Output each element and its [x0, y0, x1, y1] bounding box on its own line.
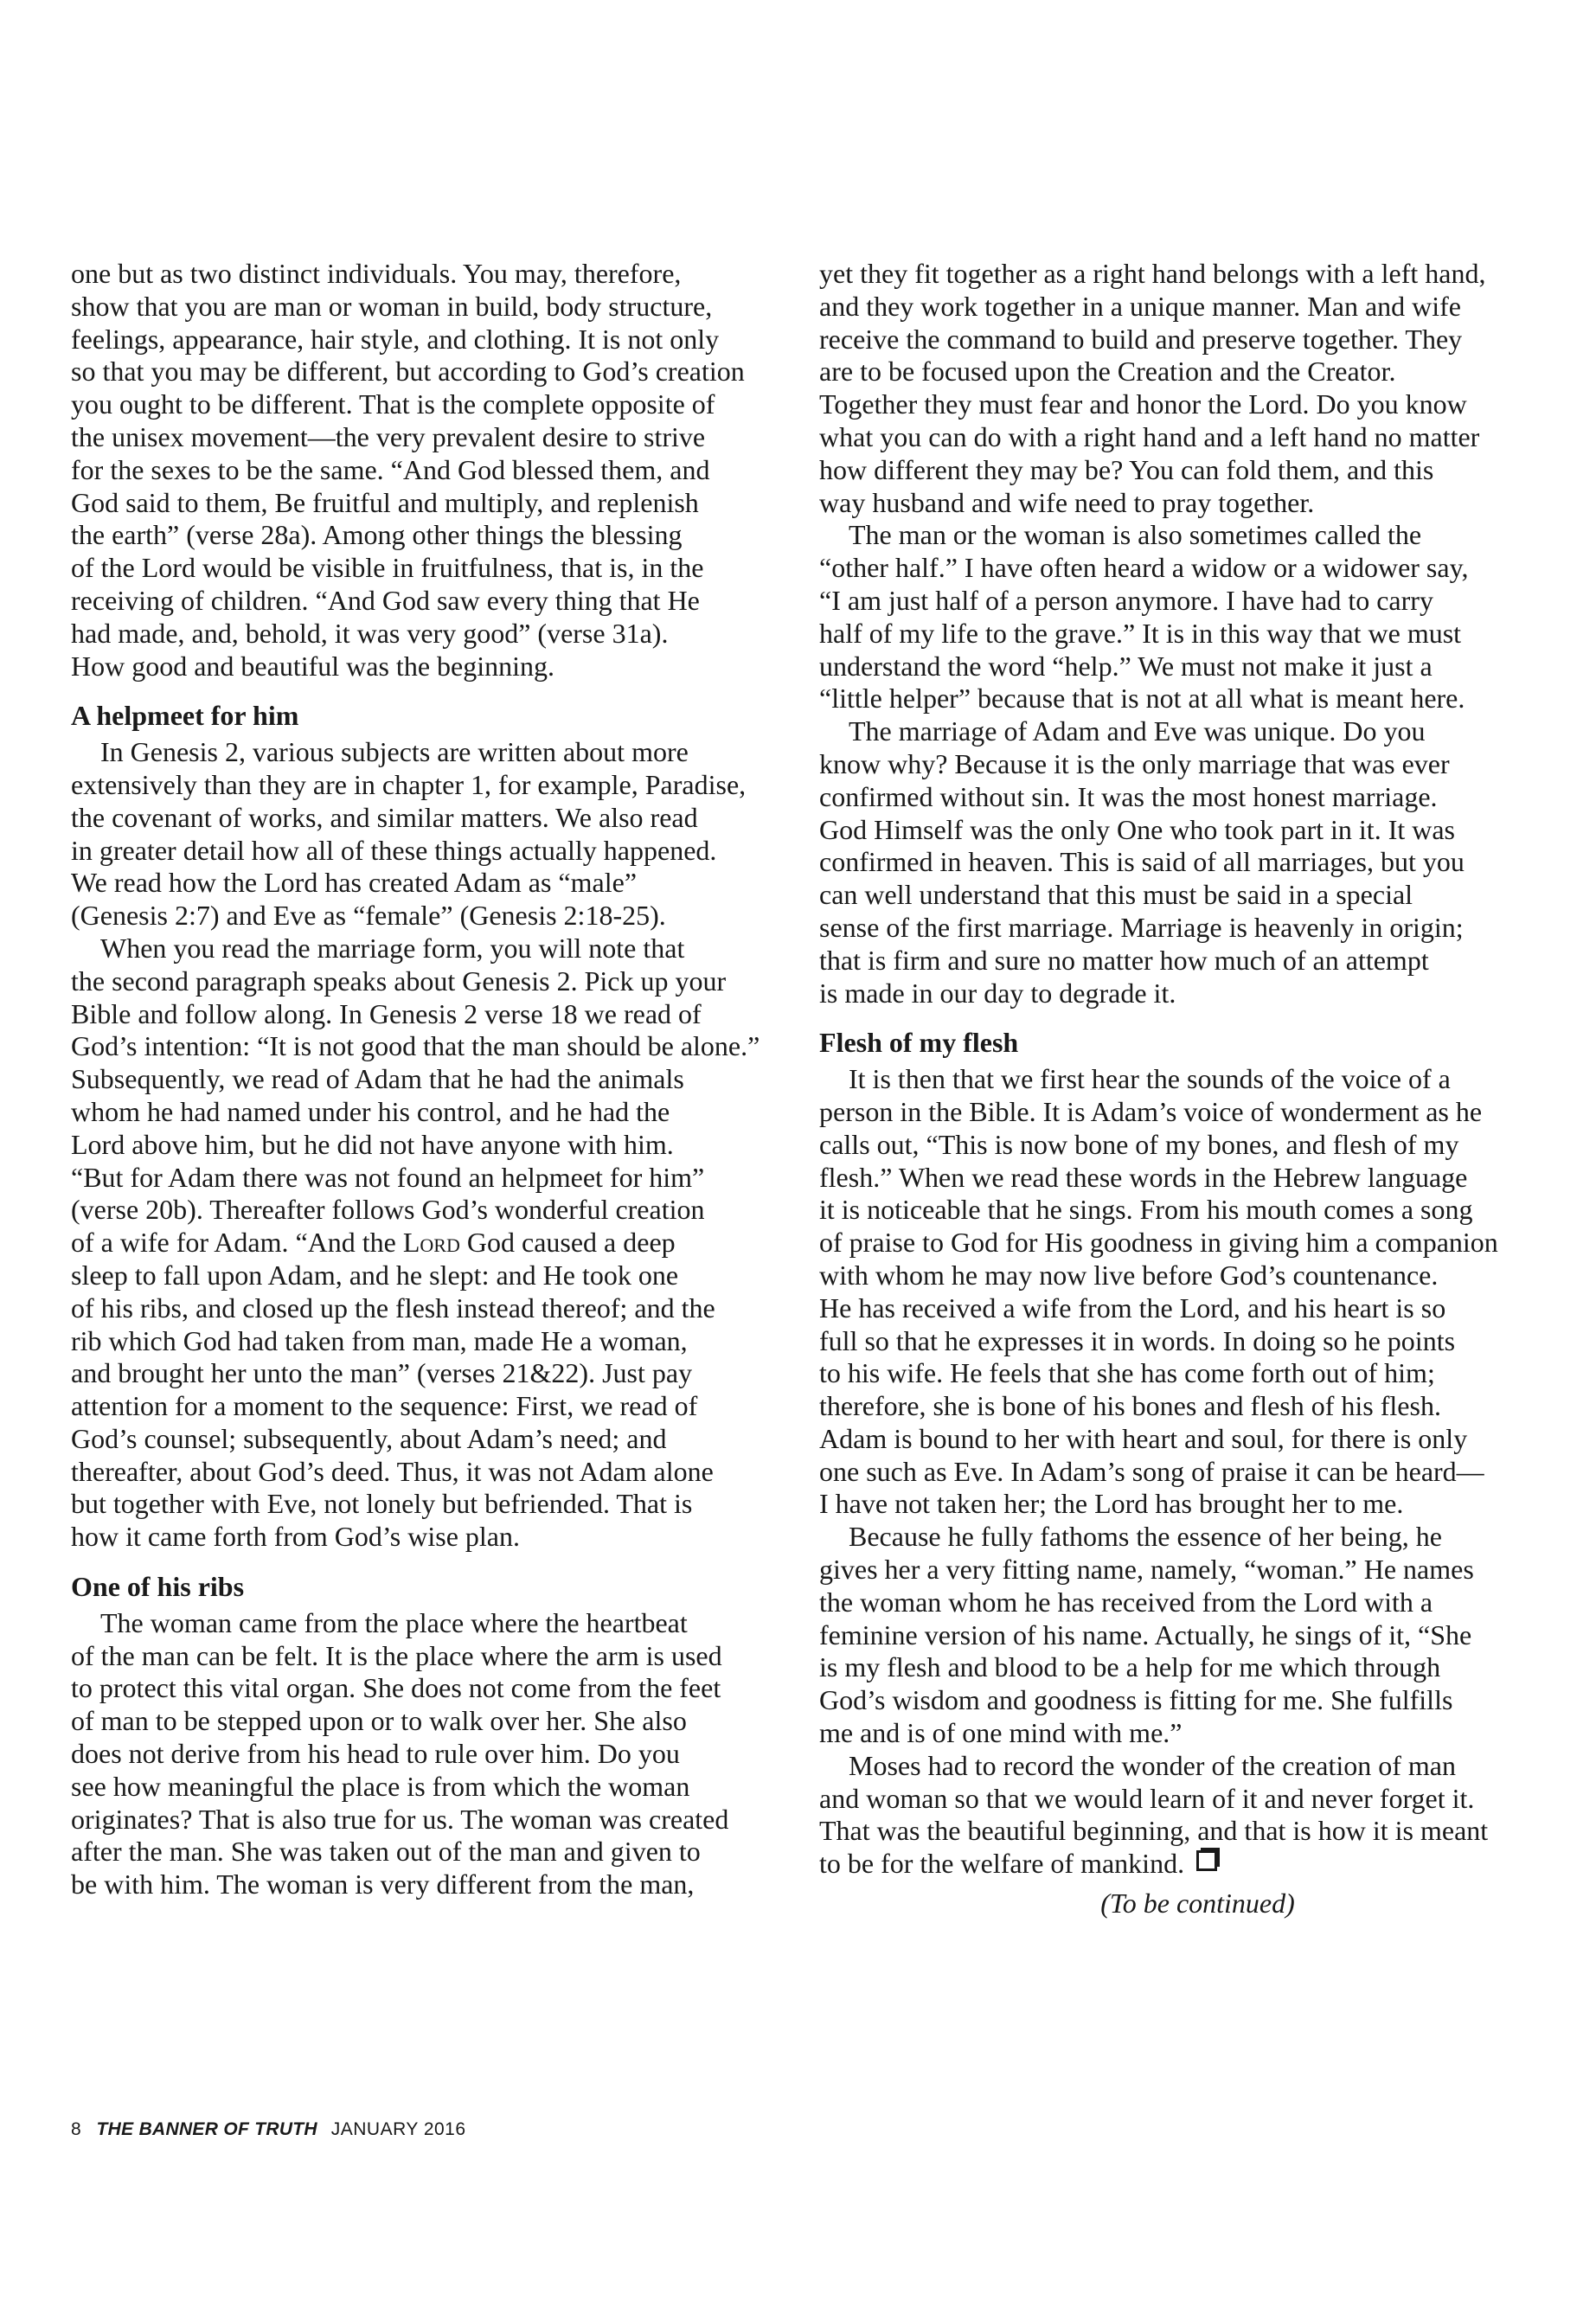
text-line: God’s counsel; subsequently, about Adam’s need; and — [71, 1422, 667, 1454]
text-line: originates? That is also true for us. The woman was created — [71, 1803, 729, 1835]
text-line: understand the word “help.” We must not make it just a — [819, 650, 1433, 682]
text-line: the earth” (verse 28a). Among other things the blessing — [71, 519, 683, 551]
text-line: are to be focused upon the Creation and the Creator. — [819, 356, 1396, 388]
text-line: (verse 20b). Thereafter follows God’s wonderful creation — [71, 1194, 705, 1226]
section-heading-flesh: Flesh of my flesh — [819, 1027, 1019, 1059]
text-line: It is then that we first hear the sounds of the voice of a — [849, 1063, 1451, 1095]
text-line: of praise to God for His goodness in giving him a companion — [819, 1227, 1498, 1259]
text-line: can well understand that this must be said in a special — [819, 879, 1413, 911]
text-line: to protect this vital organ. She does not come from the feet — [71, 1672, 721, 1704]
text-line: way husband and wife need to pray together. — [819, 486, 1315, 518]
text-line: whom he had named under his control, and he had the — [71, 1095, 670, 1127]
right-column — [819, 258, 1542, 1920]
text-line: Lord above him, but he did not have anyone with him. — [71, 1128, 674, 1160]
text-line: one but as two distinct individuals. You may, therefore, — [71, 258, 682, 289]
text-line: full so that he expresses it in words. In doing so he points — [819, 1324, 1456, 1356]
text-line: The marriage of Adam and Eve was unique. Do you — [849, 715, 1426, 747]
text-line: I have not taken her; the Lord has brought her to me. — [819, 1488, 1404, 1520]
text-line: God’s intention: “It is not good that the man should be alone.” — [71, 1030, 760, 1062]
text-line: Bible and follow along. In Genesis 2 verse 18 we read of — [71, 997, 702, 1029]
text-line: rib which God had taken from man, made He a woman, — [71, 1324, 688, 1356]
text-line: calls out, “This is now bone of my bones, and flesh of my — [819, 1128, 1459, 1160]
paragraph — [819, 1750, 1542, 1881]
text-line: Because he fully fathoms the essence of her being, he — [849, 1521, 1442, 1553]
text-line: but together with Eve, not lonely but befriended. That is — [71, 1488, 693, 1520]
text-line: the second paragraph speaks about Genesis 2. Pick up your — [71, 965, 727, 997]
text-line: confirmed without sin. It was the most honest marriage. — [819, 780, 1438, 812]
text-line: attention for a moment to the sequence: First, we read of — [71, 1390, 698, 1422]
paragraph — [819, 715, 1542, 1009]
text-line: feminine version of his name. Actually, he sings of it, “She — [819, 1618, 1472, 1650]
paragraph — [71, 736, 802, 933]
text-line: Subsequently, we read of Adam that he had the animals — [71, 1063, 684, 1095]
text-line: (Genesis 2:7) and Eve as “female” (Genesis 2:18-25). — [71, 900, 666, 932]
text-line: God Himself was the only One who took part in it. It was — [819, 813, 1455, 845]
text-line: and woman so that we would learn of it and never forget it. — [819, 1782, 1475, 1814]
text-line: with whom he may now live before God’s countenance. — [819, 1259, 1439, 1291]
magazine-title: THE BANNER OF TRUTH — [96, 2119, 317, 2139]
text-line: of the man can be felt. It is the place where the arm is used — [71, 1639, 722, 1671]
text-line: know why? Because it is the only marriage that was ever — [819, 747, 1450, 779]
text-line: how different they may be? You can fold them, and this — [819, 453, 1434, 485]
text-line: the woman whom he has received from the Lord with a — [819, 1586, 1433, 1618]
text-line: it is noticeable that he sings. From his mouth comes a song — [819, 1194, 1473, 1226]
text-line: flesh.” When we read these words in the Hebrew language — [819, 1161, 1468, 1193]
text-line: Together they must fear and honor the Lord. Do you know — [819, 388, 1467, 420]
text-line: one such as Eve. In Adam’s song of praise it can be heard— — [819, 1455, 1484, 1487]
text-line: for the sexes to be the same. “And God blessed them, and — [71, 453, 710, 485]
text-line: half of my life to the grave.” It is in this way that we must — [819, 617, 1462, 649]
text-line: feelings, appearance, hair style, and clothing. It is not only — [71, 323, 720, 355]
text-line: “little helper” because that is not at all what is meant here. — [819, 683, 1465, 715]
text-line: The man or the woman is also sometimes called the — [849, 519, 1422, 551]
text-line: what you can do with a right hand and a left hand no matter — [819, 420, 1480, 452]
left-column — [71, 258, 802, 1901]
text-line: sleep to fall upon Adam, and he slept: and He took one — [71, 1259, 679, 1291]
issue-date: JANUARY 2016 — [330, 2119, 466, 2139]
text-line: extensively than they are in chapter 1, for example, Paradise, — [71, 768, 747, 800]
text-line: be with him. The woman is very different from the man, — [71, 1868, 695, 1900]
text-line: “I am just half of a person anymore. I have had to carry — [819, 584, 1433, 616]
text-line: had made, and, behold, it was very good” (verse 31a). — [71, 617, 669, 649]
text-line: Moses had to record the wonder of the creation of man — [849, 1749, 1456, 1781]
text-line: show that you are man or woman in build, body structure, — [71, 290, 713, 322]
text-line: sense of the first marriage. Marriage is heavenly in origin; — [819, 911, 1464, 943]
text-line: The woman came from the place where the heartbeat — [100, 1606, 688, 1638]
text-line: the unisex movement—the very prevalent desire to strive — [71, 420, 706, 452]
text-line: of man to be stepped upon or to walk over her. She also — [71, 1705, 687, 1737]
text-line: therefore, she is bone of his bones and flesh of his flesh. — [819, 1390, 1441, 1422]
text-line: of his ribs, and closed up the flesh instead thereof; and the — [71, 1292, 715, 1324]
small-caps-lord: Lord — [402, 1227, 460, 1259]
text-line: God’s wisdom and goodness is fitting for me. She fulfills — [819, 1684, 1453, 1716]
text-line: does not derive from his head to rule over him. Do you — [71, 1738, 680, 1770]
text-line: In Genesis 2, various subjects are written about more — [100, 736, 689, 768]
text-line: receiving of children. “And God saw every thing that He — [71, 584, 700, 616]
text-line: person in the Bible. It is Adam’s voice of wonderment as he — [819, 1095, 1483, 1127]
text-line: to his wife. He feels that she has come forth out of him; — [819, 1357, 1435, 1389]
paragraph — [819, 519, 1542, 715]
page-footer — [71, 2119, 466, 2140]
page-number: 8 — [71, 2119, 81, 2139]
text-line: yet they fit together as a right hand belongs with a left hand, — [819, 258, 1486, 289]
end-of-article-box-icon — [1196, 1850, 1217, 1871]
text-line: “But for Adam there was not found an helpmeet for him” — [71, 1161, 705, 1193]
text-line: me and is of one mind with me.” — [819, 1717, 1183, 1749]
text-line: is made in our day to degrade it. — [819, 977, 1176, 1009]
text-line: When you read the marriage form, you will note that — [100, 932, 685, 964]
text-line: and brought her unto the man” (verses 21&22). Just pay — [71, 1357, 693, 1389]
text-line: in greater detail how all of these things actually happened. — [71, 834, 717, 866]
text-line: the covenant of works, and similar matters. We also read — [71, 801, 698, 833]
text-line: He has received a wife from the Lord, and his heart is so — [819, 1292, 1446, 1324]
text-line: receive the command to build and preserve together. They — [819, 323, 1463, 355]
paragraph — [819, 258, 1542, 519]
text-line: thereafter, about God’s deed. Thus, it was not Adam alone — [71, 1455, 714, 1487]
text-line: “other half.” I have often heard a widow or a widower say, — [819, 552, 1469, 584]
text-line: of the Lord would be visible in fruitfulness, that is, in the — [71, 552, 704, 584]
text-line: you ought to be different. That is the complete opposite of — [71, 388, 715, 420]
paragraph — [71, 1607, 802, 1901]
paragraph — [819, 1521, 1542, 1750]
to-be-continued-note: (To be continued) — [1100, 1888, 1295, 1920]
text-line: to be for the welfare of mankind. — [819, 1848, 1542, 1881]
text-line: How good and beautiful was the beginning. — [71, 650, 554, 682]
text-line: confirmed in heaven. This is said of all marriages, but you — [819, 846, 1465, 878]
text-line: see how meaningful the place is from which the woman — [71, 1770, 690, 1802]
paragraph — [71, 258, 802, 683]
text-line: gives her a very fitting name, namely, “woman.” He names — [819, 1554, 1474, 1586]
text-line: God said to them, Be fruitful and multiply, and replenish — [71, 486, 699, 518]
section-heading-ribs: One of his ribs — [71, 1571, 245, 1603]
text-line: is my flesh and blood to be a help for me which through — [819, 1651, 1441, 1683]
text-line: of a wife for Adam. “And the Lord God caused a deep — [71, 1227, 676, 1259]
text-line: We read how the Lord has created Adam as “male” — [71, 867, 638, 899]
text-line: Adam is bound to her with heart and soul, for there is only — [819, 1422, 1468, 1454]
text-line: and they work together in a unique manner. Man and wife — [819, 290, 1461, 322]
paragraph — [71, 933, 802, 1554]
paragraph — [819, 1063, 1542, 1521]
section-heading-helpmeet: A helpmeet for him — [71, 700, 299, 732]
text-line: so that you may be different, but according to God’s creation — [71, 356, 745, 388]
text-line: after the man. She was taken out of the man and given to — [71, 1836, 701, 1868]
text-line: that is firm and sure no matter how much of an attempt — [819, 944, 1429, 976]
text-line: how it came forth from God’s wise plan. — [71, 1521, 520, 1553]
text-line: That was the beautiful beginning, and that is how it is meant — [819, 1815, 1489, 1847]
